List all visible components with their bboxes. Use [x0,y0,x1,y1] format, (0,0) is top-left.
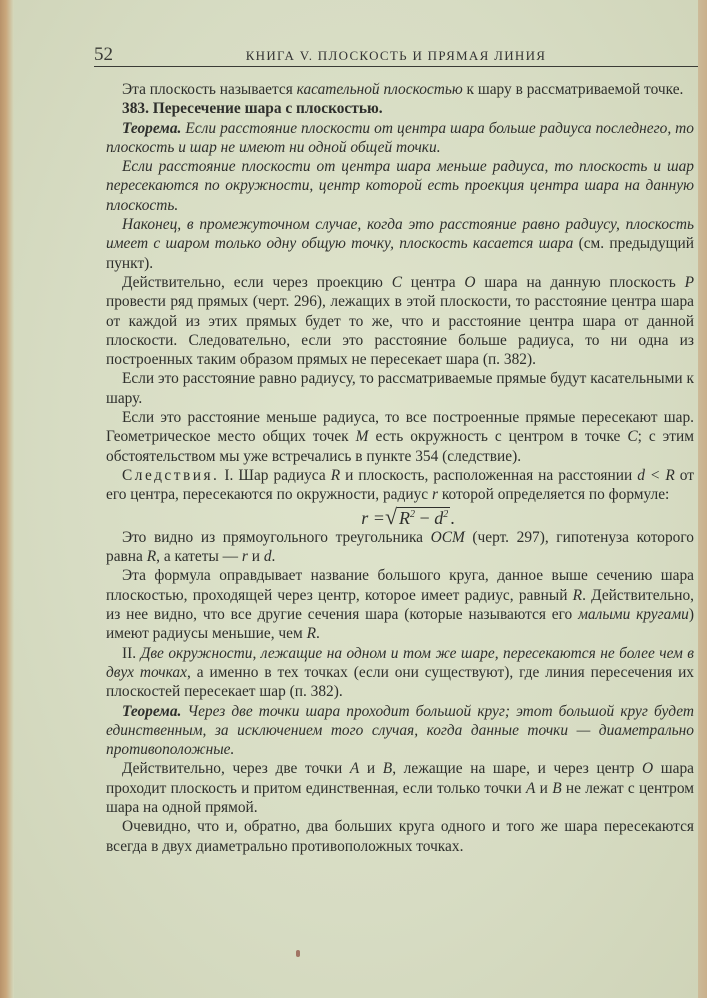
proof-paragraph-2: Если это расстояние равно радиусу, то рассматриваемые прямые будут касательными к шару. [106,370,694,407]
theorem-2: Теорема. Через две точки шара проходит большой круг; этот большой круг будет единственным, за исключением того случая, когда данные точки — диаметрально противоположные. [106,702,694,759]
section-title: Пересечение шара с плоскостью. [152,100,383,118]
proof-paragraph-3: Если это расстояние меньше радиуса, то все построенные прямые пересекают шар. Геометрическое место общих точек M есть окружность с центром в точке C; с этим обстоятельством мы уже встречались в пункте 354 (следствие). [106,409,694,465]
theorem-label: Теорема. [122,702,182,720]
page-body [106,80,694,856]
sqrt-symbol: √ [384,503,398,529]
theorem-1: Теорема. Если расстояние плоскости от центра шара больше радиуса последнего, то плоскость и шар не имеют ни одной общей точки. [106,119,694,156]
paper-speck [296,950,300,957]
page-header [94,44,698,67]
corollary-2: II. Две окружности, лежащие на одном и том же шаре, пересекаются не более чем в двух точках, а именно в тех точках (если они существуют), где линия пересечения их плоскостей пересекает шар (п. 382). [106,644,694,701]
section-heading [106,99,694,118]
formula-radius: r =√ $R^2 - d^2$ . [361,503,455,529]
corollary-1: Следствия. I. Шар радиуса R и плоскость, расположенная на расстоянии d < R от его центра, пересекаются по окружности, радиус r которой определяется по формуле: [106,466,694,504]
theorem-1-case-3: Наконец, в промежуточном случае, когда это расстояние равно радиусу, плоскость имеет с шаром только одну общую точку, плоскость касается шара (см. предыдущий пункт). [106,216,694,272]
paragraph-tangent-plane: Эта плоскость называется касательной плоскостью к шару в рассматриваемой точке. [122,81,684,98]
formula-radicand: $R^2 - d^2$ [399,507,449,528]
explain-paragraph-1: Это видно из прямоугольного треугольника OCM (черт. 297), гипотенуза которого равна R, а катеты — r и d. [106,528,694,566]
section-number: 383. [122,100,149,118]
term-tangent-plane: касательной плоскостью [296,81,463,98]
proof-paragraph-1: Действительно, если через проекцию C центра O шара на данную плоскость P провести ряд прямых (черт. 296), лежащих в этой плоскости, то расстояние центра шара от каждой из этих прямых будет то же, что и расстояние центра шара от данной плоскости. Следовательно, если это расстояние больше радиуса, то ни одна из построенных таким образом прямых не пересекает шара (п. 382). [106,273,694,369]
running-head: КНИГА V. ПЛОСКОСТЬ И ПРЯМАЯ ЛИНИЯ [245,48,547,63]
theorem-1-case-2: Если расстояние плоскости от центра шара меньше радиуса, то плоскость и шар пересекаются по окружности, центр которой есть проекция центра шара на данную плоскость. [106,158,694,214]
final-paragraph: Очевидно, что и, обратно, два больших круга одного и того же шара пересекаются всегда в двух диаметрально противоположных точках. [106,818,694,855]
explain-paragraph-2: Эта формула оправдывает название большого круга, данное выше сечению шара плоскостью, проходящей через центр, которое имеет радиус, равный R. Действительно, из нее видно, что все другие сечения шара (которые называются его малыми кругами) имеют радиусы меньшие, чем R. [106,567,695,643]
corollary-label: Следствия. [122,466,220,484]
term-small-circles: малыми кругами [578,606,689,624]
page-number: 52 [94,44,113,65]
proof-paragraph-4: Действительно, через две точки A и B, лежащие на шаре, и через центр O шара проходит плоскость и притом единственная, если только точки A и B не лежат с центром шара на одной прямой. [106,760,694,816]
theorem-label: Теорема. [122,119,182,137]
